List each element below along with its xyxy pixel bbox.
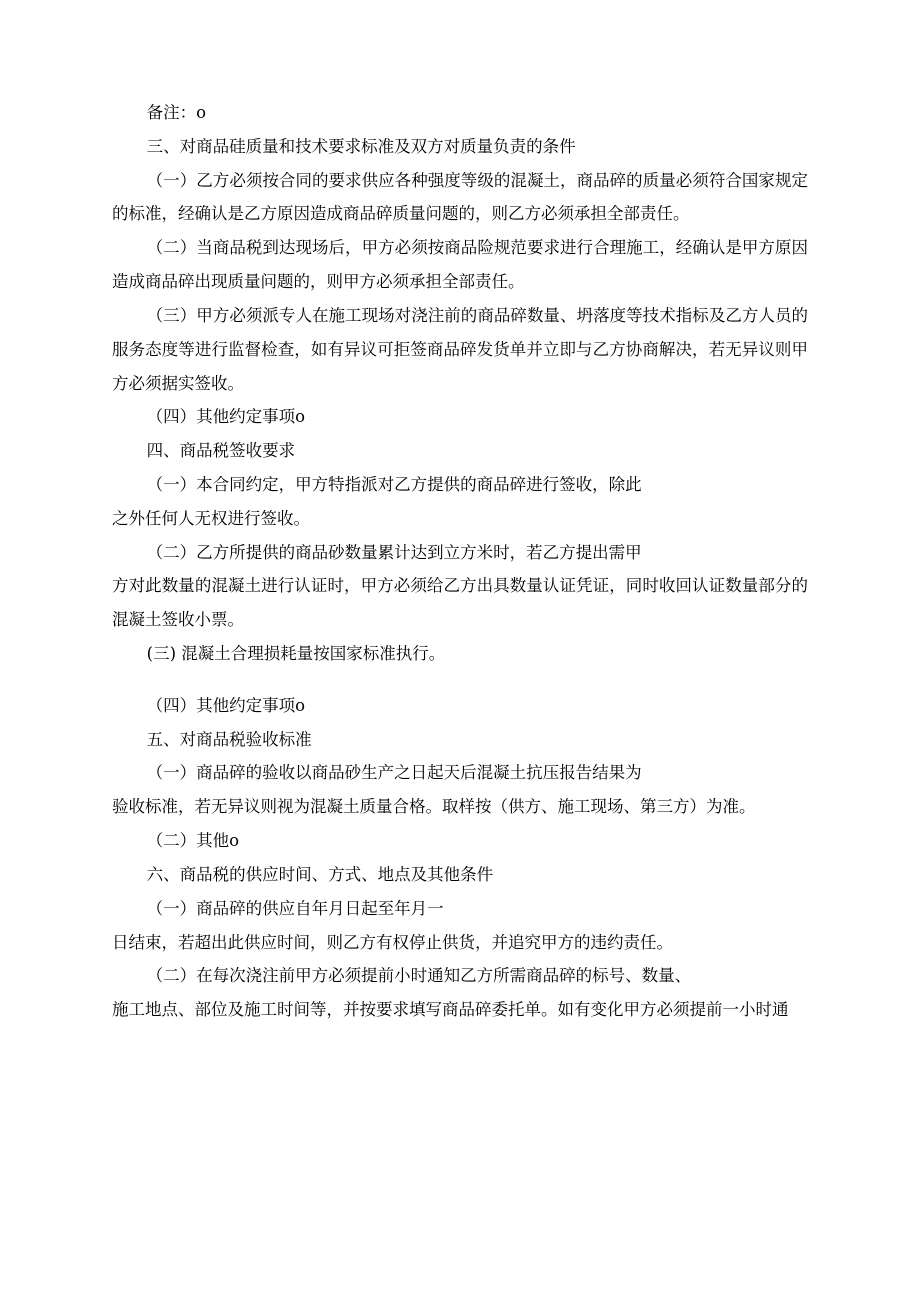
heading-section-four: 四、商品税签收要求 [146,441,296,461]
clause-4-1: （一）本合同约定，甲方特指派对乙方提供的商品碎进行签收，除此 [146,474,642,494]
heading-section-three: 三、对商品硅质量和技术要求标准及双方对质量负责的条件 [146,136,576,156]
clause-6-2: （二）在每次浇注前甲方必须提前小时通知乙方所需商品碎的标号、数量、 [146,966,692,986]
paragraph-remark: 备注：o [146,103,207,122]
clause-3-3: （三）甲方必须派专人在施工现场对浇注前的商品碎数量、坍落度等技术指标及乙方人员的服务态度等进行监督检查，如有异议可拒签商品碎发货单并立即与乙方协商解决，若无异议则甲方必须据实签收。 [112,305,808,393]
clause-4-1-continued: 之外任何人无权进行签收。 [112,508,310,528]
clause-5-1-continued: 验收标准，若无异议则视为混凝土质量合格。取样按（供方、施工现场、第三方）为准。 [112,797,756,817]
clause-4-3: (三) 混凝土合理损耗量按国家标准执行。 [146,644,446,663]
paragraph-spacer [112,671,808,689]
clause-4-2-continued: 方对此数量的混凝土进行认证时，甲方必须给乙方出具数量认证凭证，同时收回认证数量部分的混凝土签收小票。 [112,576,808,630]
document-body [112,96,808,1027]
clause-4-4: （四）其他约定事项o [146,695,306,715]
clause-3-2: （二）当商品税到达现场后，甲方必须按商品险规范要求进行合理施工，经确认是甲方原因造成商品碎出现质量问题的，则甲方必须承担全部责任。 [112,238,808,292]
clause-6-1: （一）商品碎的供应自年月日起至年月一 [146,898,444,918]
heading-section-five: 五、对商品税验收标准 [146,729,312,749]
clause-4-2: （二）乙方所提供的商品砂数量累计达到立方米时，若乙方提出需甲 [146,542,642,562]
clause-5-2: （二）其他o [146,831,240,851]
clause-3-4: （四）其他约定事项o [146,407,306,427]
clause-5-1: （一）商品碎的验收以商品砂生产之日起天后混凝土抗压报告结果为 [146,763,642,783]
clause-6-1-continued: 日结束，若超出此供应时间，则乙方有权停止供货，并追究甲方的违约责任。 [112,932,673,952]
heading-section-six: 六、商品税的供应时间、方式、地点及其他条件 [146,864,494,884]
clause-6-2-continued: 施工地点、部位及施工时间等，并按要求填写商品碎委托单。如有变化甲方必须提前一小时通 [112,1000,789,1020]
clause-3-1: （一）乙方必须按合同的要求供应各种强度等级的混凝土，商品碎的质量必须符合国家规定的标准，经确认是乙方原因造成商品碎质量问题的，则乙方必须承担全部责任。 [112,170,808,224]
